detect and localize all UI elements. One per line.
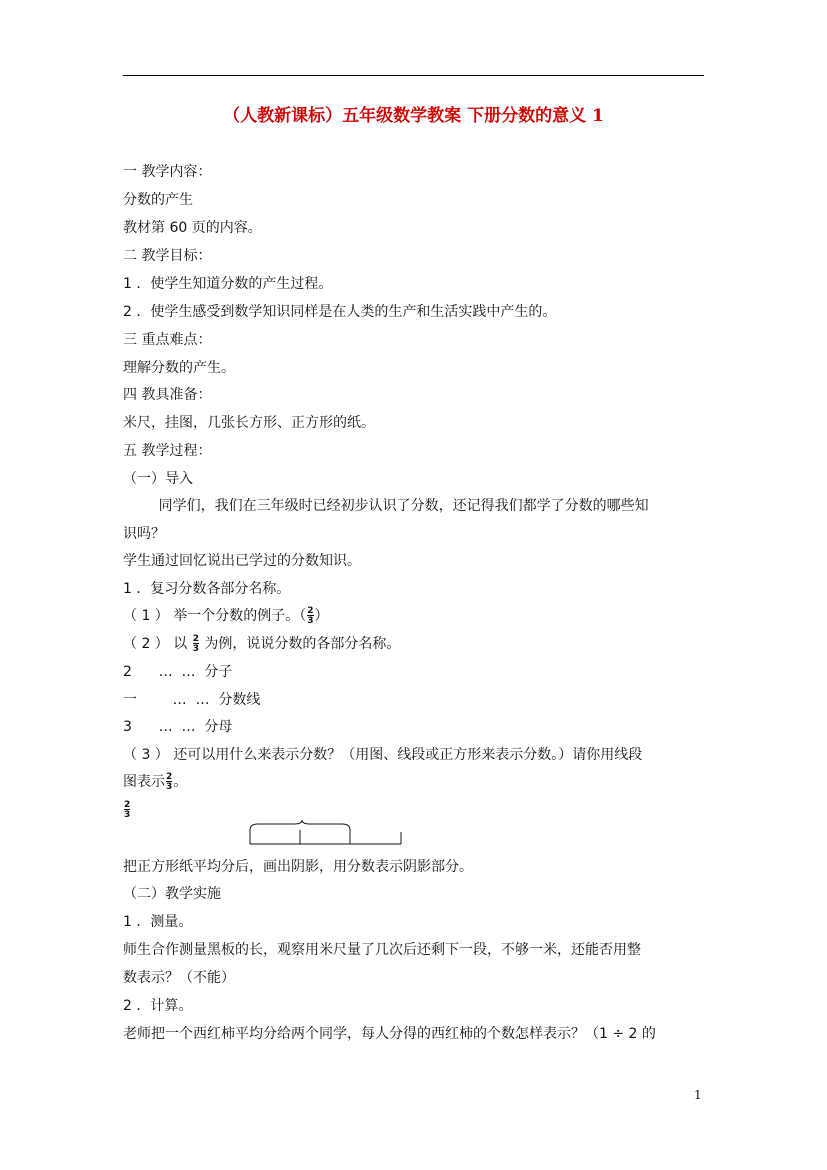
question-end: 。 (173, 774, 188, 790)
fraction (124, 801, 130, 819)
fraction-denominator: 3 (124, 810, 131, 820)
paragraph: 米尺，挂图，几张长方形、正方形的纸。 (123, 415, 375, 431)
section-heading: 三 重点难点： (123, 332, 212, 348)
fraction (193, 635, 199, 653)
fraction-denominator: 3 (166, 782, 173, 792)
section-heading: 五 教学过程： (123, 443, 212, 459)
example-text: （ 1 ） 举一个分数的例子。（ (123, 608, 307, 624)
paragraph: 学生通过回忆说出已学过的分数知识。 (123, 553, 361, 569)
question-line (123, 772, 187, 792)
page-number: 1 (694, 1088, 702, 1102)
take-text-rest: 为例，说说分数的各部分名称。 (199, 636, 401, 652)
page-title: （人教新课标）五年级数学教案 下册分数的意义 1 (223, 106, 604, 126)
paragraph: 理解分数的产生。 (123, 360, 235, 376)
paragraph: 把正方形纸平均分后，画出阴影，用分数表示阴影部分。 (123, 859, 473, 875)
part-denominator: 3 … … 分母 (123, 719, 233, 735)
example-close: ） (314, 608, 329, 624)
fraction (166, 773, 172, 791)
fraction-numerator: 2 (307, 606, 314, 616)
paragraph: 师生合作测量黑板的长，观察用米尺量了几次后还剩下一段，不够一米，还能否用整 (123, 942, 641, 958)
section-heading: 一 教学内容： (123, 164, 212, 180)
fraction-numerator: 2 (166, 772, 173, 782)
fraction-numerator: 2 (124, 800, 131, 810)
fraction (307, 607, 313, 625)
take-text: （ 2 ） 以 (123, 636, 192, 652)
line-segment-diagram (248, 820, 408, 848)
part-numerator: 2 … … 分子 (123, 664, 233, 680)
figure-fraction-line (123, 800, 131, 820)
list-item: 2 ．计算。 (123, 998, 193, 1014)
part-fraction-line: 一 … … 分数线 (123, 692, 261, 708)
header-rule (123, 75, 704, 76)
take-line (123, 634, 400, 654)
fraction-denominator: 3 (192, 644, 199, 654)
paragraph: 老师把一个西红柿平均分给两个同学，每人分得的西红柿的个数怎样表示？（1 ÷ 2 的 (123, 1026, 656, 1042)
section-heading: 四 教具准备： (123, 387, 212, 403)
subsection-heading: （二）教学实施 (123, 886, 221, 902)
fraction-denominator: 3 (307, 616, 314, 626)
question-line: （ 3 ） 还可以用什么来表示分数？（用图、线段或正方形来表示分数。）请你用线段 (123, 747, 643, 763)
example-line (123, 606, 329, 626)
paragraph: 识吗？ (123, 526, 165, 542)
list-item: 2 ．使学生感受到数学知识同样是在人类的生产和生活实践中产生的。 (123, 304, 557, 320)
brace-mark (250, 820, 350, 830)
paragraph: 同学们，我们在三年级时已经初步认识了分数，还记得我们都学了分数的哪些知 (123, 498, 649, 514)
section-heading: 二 教学目标： (123, 248, 212, 264)
question-text: 图表示 (123, 774, 165, 790)
paragraph: 分数的产生 (123, 192, 193, 208)
fraction-numerator: 2 (192, 634, 199, 644)
subsection-heading: （一）导入 (123, 471, 193, 487)
paragraph: 数表示？（不能） (123, 970, 235, 986)
list-item: 1 ．使学生知道分数的产生过程。 (123, 276, 333, 292)
paragraph: 教材第 60 页的内容。 (123, 220, 262, 236)
list-item: 1 ．测量。 (123, 914, 193, 930)
list-item: 1 ．复习分数各部分名称。 (123, 581, 291, 597)
